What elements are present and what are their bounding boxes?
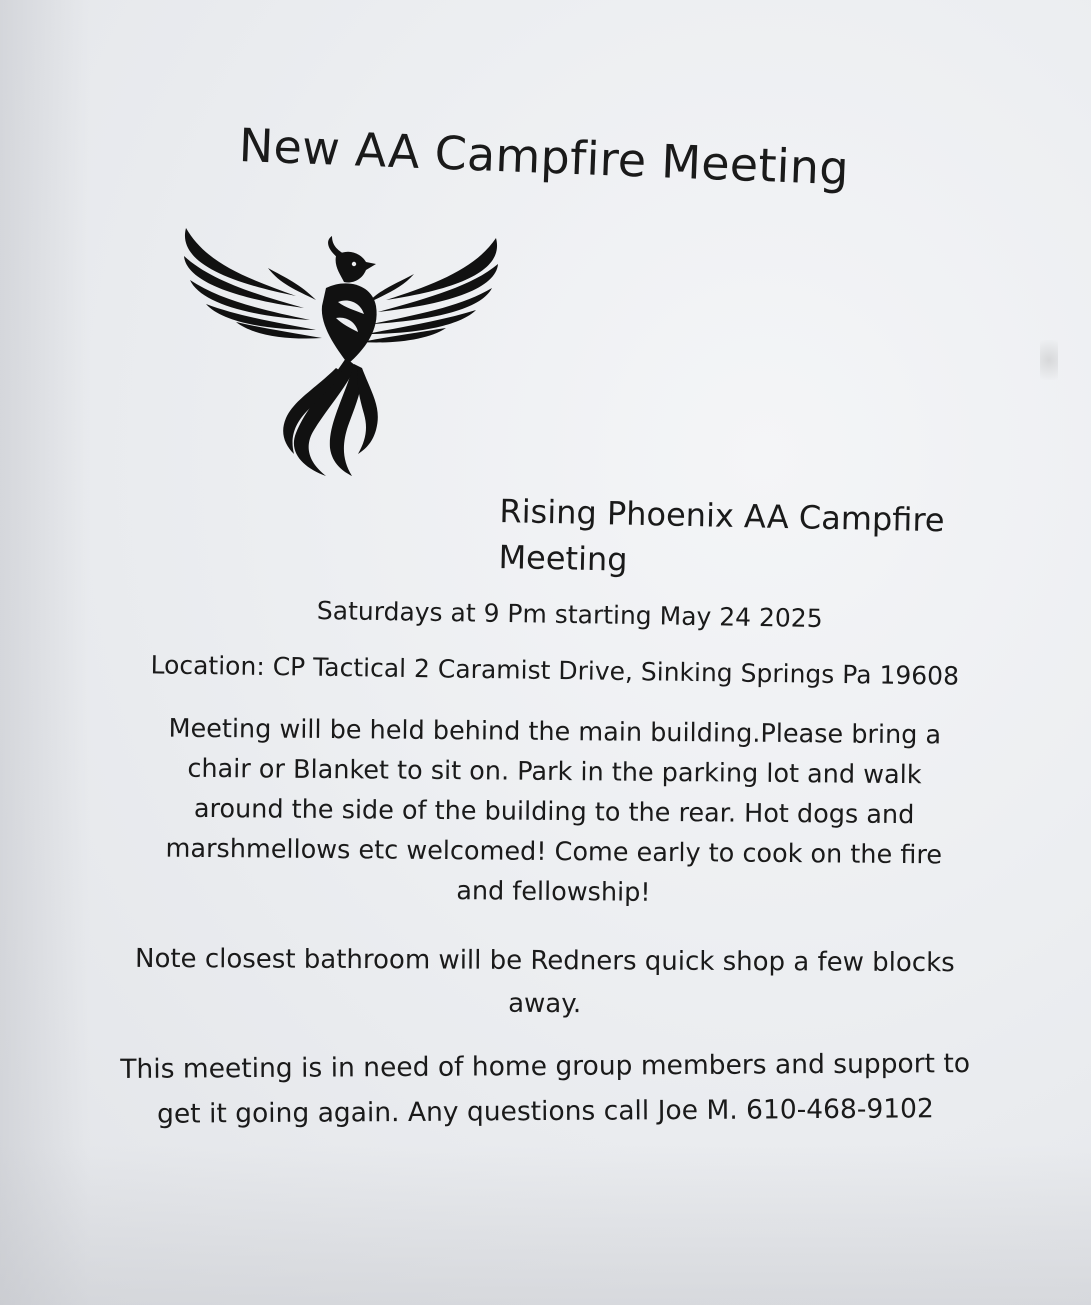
directions-line: and fellowship! [456, 876, 651, 908]
paper-mark [1040, 340, 1058, 380]
appeal-line-1: This meeting is in need of home group members and support to [120, 1048, 971, 1085]
directions-line: Meeting will be held behind the main building.Please bring a [168, 713, 942, 751]
directions-line: around the side of the building to the rear. Hot dogs and [193, 793, 915, 831]
page-shadow-left [0, 0, 90, 1305]
meeting-name-line-2: Meeting [498, 537, 628, 579]
meeting-location: Location: CP Tactical 2 Caramist Drive, Sinking Springs Pa 19608 [150, 650, 960, 691]
flyer-title: New AA Campfire Meeting [237, 118, 850, 196]
directions-line: marshmellows etc welcomed! Come early to cook on the fire [165, 833, 943, 871]
meeting-name-line-1: Rising Phoenix AA Campfire [499, 491, 945, 540]
bathroom-note [105, 938, 985, 1029]
meeting-name [498, 488, 980, 590]
appeal-line-2: get it going again. Any questions call Joe M. 610-468-9102 [156, 1093, 934, 1130]
directions-line: chair or Blanket to sit on. Park in the parking lot and walk [187, 753, 922, 791]
phoenix-icon [176, 218, 506, 480]
meeting-directions [123, 708, 985, 915]
note-line-1: Note closest bathroom will be Redners quick shop a few blocks [134, 943, 955, 979]
contact-appeal [95, 1041, 996, 1137]
note-line-2: away. [508, 988, 582, 1020]
page-shadow-bottom [0, 1145, 1091, 1305]
meeting-schedule: Saturdays at 9 Pm starting May 24 2025 [316, 596, 823, 633]
